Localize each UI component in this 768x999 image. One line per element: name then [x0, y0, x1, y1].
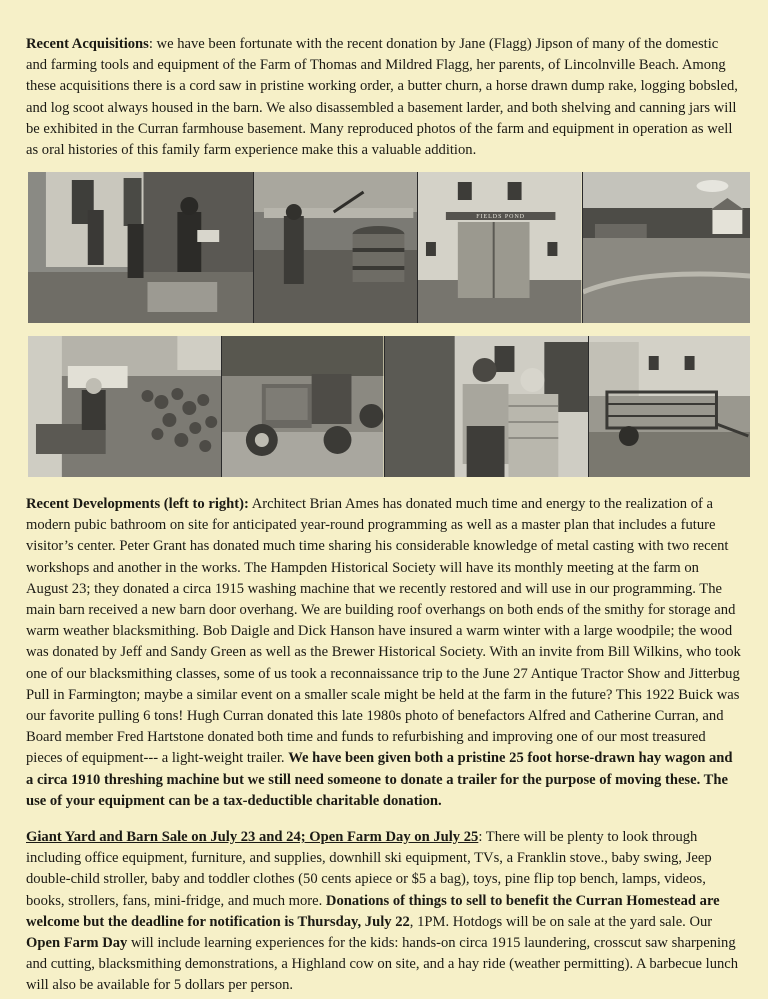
acquisitions-paragraph	[26, 34, 742, 161]
yard-sale-text-3: will include learning experiences for the kids: hands-on circa 1915 laundering, crosscut saw sharpening and cutting, blacksmithing demonstrations, a Highland cow on site, and a hay ride (weather permitting). A barbecue lunch will also be available for 5 dollars per person.	[26, 935, 739, 994]
photo-alfred-catherine-curran	[385, 336, 589, 477]
acquisitions-heading: Recent Acquisitions	[26, 36, 149, 52]
yard-sale-text-2: , 1PM. Hotdogs will be on sale at the yard sale. Our	[409, 913, 713, 930]
photo-woodpile	[28, 336, 222, 477]
developments-heading: Recent Developments (left to right):	[26, 496, 249, 512]
photo-bathroom-construction	[28, 172, 254, 323]
photo-row-bottom	[28, 336, 750, 477]
yard-sale-heading: Giant Yard and Barn Sale on July 23 and 24; Open Farm Day on July 25	[26, 829, 479, 845]
photo-row-top	[28, 172, 750, 323]
acquisitions-text: : we have been fortunate with the recent donation by Jane (Flagg) Jipson of many of the domestic and farming tools and equipment of the Farm of Thomas and Mildred Flagg, her parents, of Lincolnville Beach. Among these acquisitions there is a cord saw in pristine working order, a butter churn, a horse drawn dump rake, logging bobsled, and log scoot always housed in the barn. We also disassembled a basement larder, and both shelving and canning jars will be exhibited in the Curran farmhouse basement. Many reproduced photos of the farm and equipment in operation as well as oral histories of this family farm experience make this a valuable addition.	[26, 36, 738, 159]
open-farm-day-label: Open Farm Day	[26, 935, 128, 952]
developments-appeal: We have been given both a pristine 25 foot horse-drawn hay wagon and a circa 1910 threshing machine but we still need someone to donate a trailer for the purpose of moving these. The use of your equipment can be a tax-deductible charitable donation.	[26, 750, 733, 809]
photo-farm-landscape	[583, 172, 750, 323]
yard-sale-text-1: : There will be plenty to look through including office equipment, furniture, and supplies, downhill ski equipment, TVs, a Franklin stove., baby swing, Jeep double-child stroller, baby and toddler clothes (50 cents apiece or $5 a bag), toys, pine flip top bench, lamps, videos, books, strollers, fans, mini-fridge, and much more.	[26, 829, 712, 909]
photo-light-weight-trailer	[589, 336, 750, 477]
photo-barn-door-overhang	[418, 172, 582, 323]
photo-1922-buick	[222, 336, 384, 477]
developments-paragraph	[26, 494, 742, 812]
photo-washing-machine	[254, 172, 418, 323]
barn-sign: FIELDS POND	[476, 213, 526, 221]
donations-notice: Donations of things to sell to benefit the Curran Homestead are welcome but the deadline for notification is Thursday, July 22	[26, 892, 720, 930]
developments-text: Architect Brian Ames has donated much time and energy to the realization of a modern pubic bathroom on site for anticipated year-round programming as well as a master plan that includes a future visitor’s center. Peter Grant has donated much time sharing his considerable knowledge of metal casting with two recent workshops and another in the works. The Hampden Historical Society will have its monthly meeting at the farm on August 23; they donated a circa 1915 washing machine that we recently restored and will use in our programming. The main barn received a new barn door overhang. We are building roof overhangs on both ends of the smithy for storage and warm weather blacksmithing. Bob Daigle and Dick Hanson have insured a warm winter with a large woodpile; the wood was donated by Jeff and Sandy Green as well as the Brewer Historical Society. With an invite from Bill Wilkins, who took one of our blacksmithing classes, some of us took a reconnaissance trip to the June 27 Antique Tractor Show and Jitterbug Pull in Farmington; maybe a similar event on a smaller scale might be held at the farm in the future? This 1922 Buick was our favorite pulling 6 tons! Hugh Curran donated this late 1980s photo of benefactors Alfred and Catherine Curran, and Board member Fred Hartstone donated both time and funds to refurbishing and improving one of our most treasured pieces of equipment--- a light-weight trailer.	[26, 496, 741, 767]
yard-sale-paragraph	[26, 827, 742, 997]
